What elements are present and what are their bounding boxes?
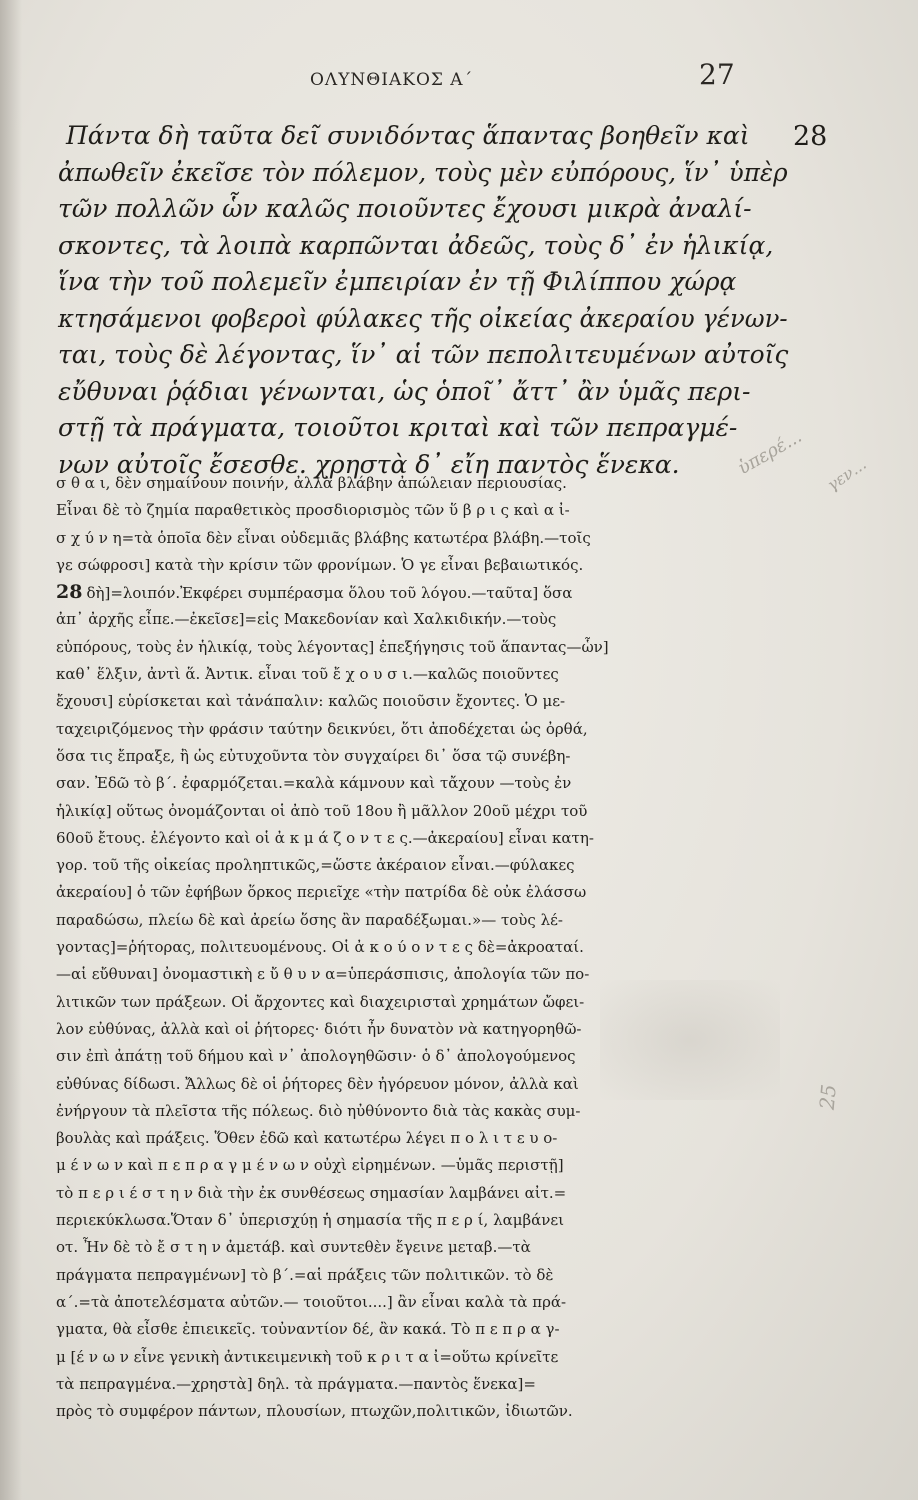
note-line [56,770,771,797]
note-line-text: βουλὰς καὶ πράξεις. Ὅθεν ἐδῶ καὶ κατωτέρω λέγει π ο λ ι τ ε υ ο- [56,1129,558,1148]
main-text-line: ται, τοὺς δὲ λέγοντας, ἵν᾽ αἱ τῶν πεπολιτευμένων αὐτοῖς [58,340,789,369]
note-line-text: λιτικῶν των πράξεων. Οἱ ἄρχοντες καὶ διαχειρισταὶ χρημάτων ὤφει- [56,992,585,1011]
note-line [56,743,771,770]
note-line-text: λον εὐθύνας, ἀλλὰ καὶ οἱ ῥήτορες· διότι ἦν δυνατὸν νὰ κατηγορηθῶ- [56,1019,582,1038]
note-line [56,552,771,579]
note-line [56,1262,771,1289]
note-line [56,606,771,633]
note-line [56,497,771,524]
section-margin-number: 28 [793,121,828,152]
note-line [56,1398,771,1425]
note-line [56,688,771,715]
note-line-text: δὴ]=λοιπόν.Ἐκφέρει συμπέρασμα ὅλου τοῦ λόγου.—ταῦτα] ὅσα [86,584,573,603]
note-line-text: σαν. Ἐδῶ τὸ β΄. ἐφαρμόζεται.=καλὰ κάμνουν καὶ τἄχουν —τοὺς ἐν [56,774,572,793]
note-line [56,907,771,934]
note-line [56,1289,771,1316]
pencil-annotation: γεν... [823,454,870,495]
note-line [56,934,771,961]
note-line [56,1344,771,1371]
main-text-line: ἀπωθεῖν ἐκεῖσε τὸν πόλεμον, τοὺς μὲν εὐπόρους, ἵν᾽ ὑπὲρ [58,157,788,187]
pencil-annotation: ὑπερέ... [734,425,806,480]
note-line [56,825,771,852]
note-line [56,1016,771,1043]
binding-shadow [0,0,22,1500]
note-line-text: —αἱ εὔθυναι] ὀνομαστικὴ ε ὔ θ υ ν α=ὑπεράσπισις, ἀπολογία τῶν πο- [56,965,590,984]
note-line-text: ταχειριζόμενος τὴν φράσιν ταύτην δεικνύει, ὅτι ἀποδέχεται ὡς ὀρθά, [56,719,588,738]
note-line [56,716,771,743]
note-line [56,852,771,879]
note-line-text: τὸ π ε ρ ι έ σ τ η ν διὰ τὴν ἐκ συνθέσεως σημασίαν λαμβάνει αἰτ.= [56,1183,567,1202]
note-line-text: ἔχουσι] εὑρίσκεται καὶ τἀνάπαλιν: καλῶς ποιοῦσιν ἔχοντες. Ὁ με- [56,692,566,711]
main-text-block [58,118,788,483]
note-line-text: οτ. Ἦν δὲ τὸ ἔ σ τ η ν ἀμετάβ. καὶ συντεθὲν ἔγεινε μεταβ.—τὰ [56,1238,531,1257]
note-line-text: γορ. τοῦ τῆς οἰκείας προληπτικῶς,=ὥστε ἀκέραιον εἶναι.—φύλακες [56,856,575,875]
note-line-text: ἐνήργουν τὰ πλεῖστα τῆς πόλεως. διὸ ηὐθύνοντο διὰ τὰς κακὰς συμ- [56,1101,581,1120]
main-text-line: κτησάμενοι φοβεροὶ φύλακες τῆς οἰκείας ἀκεραίου γένων- [58,303,788,333]
note-line [56,1316,771,1343]
main-text-line: εὔθυναι ῥᾴδιαι γένωνται, ὡς ὁποῖ᾽ ἄττ᾽ ἂν ὑμᾶς περι- [58,376,751,406]
note-line [56,1234,771,1261]
note-line [56,798,771,825]
note-line-text: παραδώσω, πλείω δὲ καὶ ἀρείω ὅσης ἂν παραδέξωμαι.»— τοὺς λέ- [56,910,563,929]
note-line [56,989,771,1016]
note-line [56,1371,771,1398]
note-line [56,1207,771,1234]
note-line [56,1180,771,1207]
note-line [56,525,771,552]
main-text-line: Πάντα δὴ ταῦτα δεῖ συνιδόντας ἅπαντας βοηθεῖν καὶ [66,121,750,150]
main-text-line: ἵνα τὴν τοῦ πολεμεῖν ἐμπειρίαν ἐν τῇ Φιλίππου χώρᾳ [58,267,737,296]
note-line-text: 60οῦ ἔτους. ἐλέγοντο καὶ οἱ ἀ κ μ ά ζ ο ν τ ε ς.—ἀκεραίου] εἶναι κατη- [56,828,594,847]
running-title: ΟΛΥΝΘΙΑΚΟΣ Α΄ [310,70,474,90]
note-line-text: περιεκύκλωσα.Ὅταν δ᾽ ὑπερισχύῃ ἡ σημασία τῆς π ε ρ ί, λαμβάνει [56,1211,565,1230]
note-line-text: εὐθύνας δίδωσι. Ἄλλως δὲ οἱ ῥήτορες δὲν ἠγόρευον μόνον, ἀλλὰ καὶ [56,1074,579,1093]
main-text-line: τῶν πολλῶν ὧν καλῶς ποιοῦντες ἔχουσι μικρὰ ἀναλί- [58,194,752,223]
note-line [56,1152,771,1179]
note-line-text: τὰ πεπραγμένα.—χρηστὰ] δηλ. τὰ πράγματα.—παντὸς ἕνεκα]= [56,1374,536,1393]
note-line-text: πρὸς τὸ συμφέρον πάντων, πλουσίων, πτωχῶν,πολιτικῶν, ἰδιωτῶν. [56,1402,573,1421]
main-text-line: νων αὐτοῖς ἔσεσθε. χρηστὰ δ᾽ εἴη παντὸς ἕνεκα. [58,449,680,479]
note-line [56,634,771,661]
commentary-notes [56,470,771,1425]
note-line-text: σ χ ύ ν η=τὰ ὁποῖα δὲν εἶναι οὐδεμιᾶς βλάβης κατωτέρα βλάβη.—τοῖς [56,528,591,547]
note-line-text: ἡλικίᾳ] οὕτως ὀνομάζονται οἱ ἀπὸ τοῦ 18ου ἢ μᾶλλον 20οῦ μέχρι τοῦ [56,801,588,820]
note-line [56,470,771,497]
pencil-annotation: 25 [814,1083,841,1111]
note-line-text: πράγματα πεπραγμένων] τὸ β΄.=αἱ πράξεις τῶν πολιτικῶν. τὸ δὲ [56,1265,554,1284]
note-line-text: εὐπόρους, τοὺς ἐν ἡλικίᾳ, τοὺς λέγοντας] ἐπεξήγησις τοῦ ἅπαντας—ὧν] [56,637,609,656]
note-line-text: γματα, θὰ εἶσθε ἐπιεικεῖς. τοὐναντίον δέ, ἂν κακά. Τὸ π ε π ρ α γ- [56,1320,560,1339]
note-line-text: καθ᾽ ἕλξιν, ἀντὶ ἅ. Ἀντικ. εἶναι τοῦ ἔ χ ο υ σ ι.—καλῶς ποιοῦντες [56,665,559,684]
note-line-text: γε σώφροσι] κατὰ τὴν κρίσιν τῶν φρονίμων. Ὁ γε εἶναι βεβαιωτικός. [56,555,584,574]
page-header [0,58,918,98]
note-line-text: α΄.=τὰ ἀποτελέσματα αὐτῶν.— τοιοῦτοι....] ἂν εἶναι καλὰ τὰ πρά- [56,1292,567,1311]
note-line-text: μ [έ ν ω ν εἶνε γενικὴ ἀντικειμενικὴ τοῦ κ ρ ι τ α ἰ=οὕτω κρίνεῖτε [56,1347,559,1366]
main-text-line: στῇ τὰ πράγματα, τοιοῦτοι κριταὶ καὶ τῶν πεπραγμέ- [58,413,738,442]
note-line [56,1098,771,1125]
note-line [56,661,771,688]
note-line [56,1071,771,1098]
note-line-text: ἀκεραίου] ὁ τῶν ἐφήβων ὅρκος περιεῖχε «τὴν πατρίδα δὲ οὐκ ἐλάσσω [56,883,587,902]
note-line [56,579,771,606]
note-line-text: μ έ ν ω ν καὶ π ε π ρ α γ μ έ ν ω ν οὐχὶ εἰρημένων. —ὑμᾶς περιστῇ] [56,1156,564,1175]
note-line-text: γοντας]=ῥήτορας, πολιτευομένους. Οἱ ἀ κ ο ύ ο ν τ ε ς δὲ=ἀκροαταί. [56,938,584,957]
note-line-text: σ θ α ι, δὲν σημαίνουν ποινήν, ἀλλὰ βλάβην ἀπώλειαν περιουσίας. [56,474,567,492]
note-line-text: ὅσα τις ἔπραξε, ἢ ὡς εὐτυχοῦντα τὸν συγχαίρει δι᾽ ὅσα τῷ συνέβη- [56,746,571,765]
note-section-number: 28 [56,581,83,604]
main-text-line: σκοντες, τὰ λοιπὰ καρπῶνται ἀδεῶς, τοὺς δ᾽ ἐν ἡλικίᾳ, [58,230,774,260]
note-line [56,879,771,906]
note-line [56,1043,771,1070]
note-line-text: σιν ἐπὶ ἀπάτῃ τοῦ δήμου καὶ ν᾽ ἀπολογηθῶσιν· ὁ δ᾽ ἀπολογούμενος [56,1047,576,1066]
note-line-text: Εἶναι δὲ τὸ ζημία παραθετικὸς προσδιορισμὸς τῶν ὕ β ρ ι ς καὶ α ἰ- [56,501,570,520]
note-line-text: ἀπ᾽ ἀρχῆς εἶπε.—ἐκεῖσε]=εἰς Μακεδονίαν καὶ Χαλκιδικήν.—τοὺς [56,610,557,629]
note-line [56,1125,771,1152]
note-line [56,961,771,988]
page-number: 27 [699,58,735,91]
